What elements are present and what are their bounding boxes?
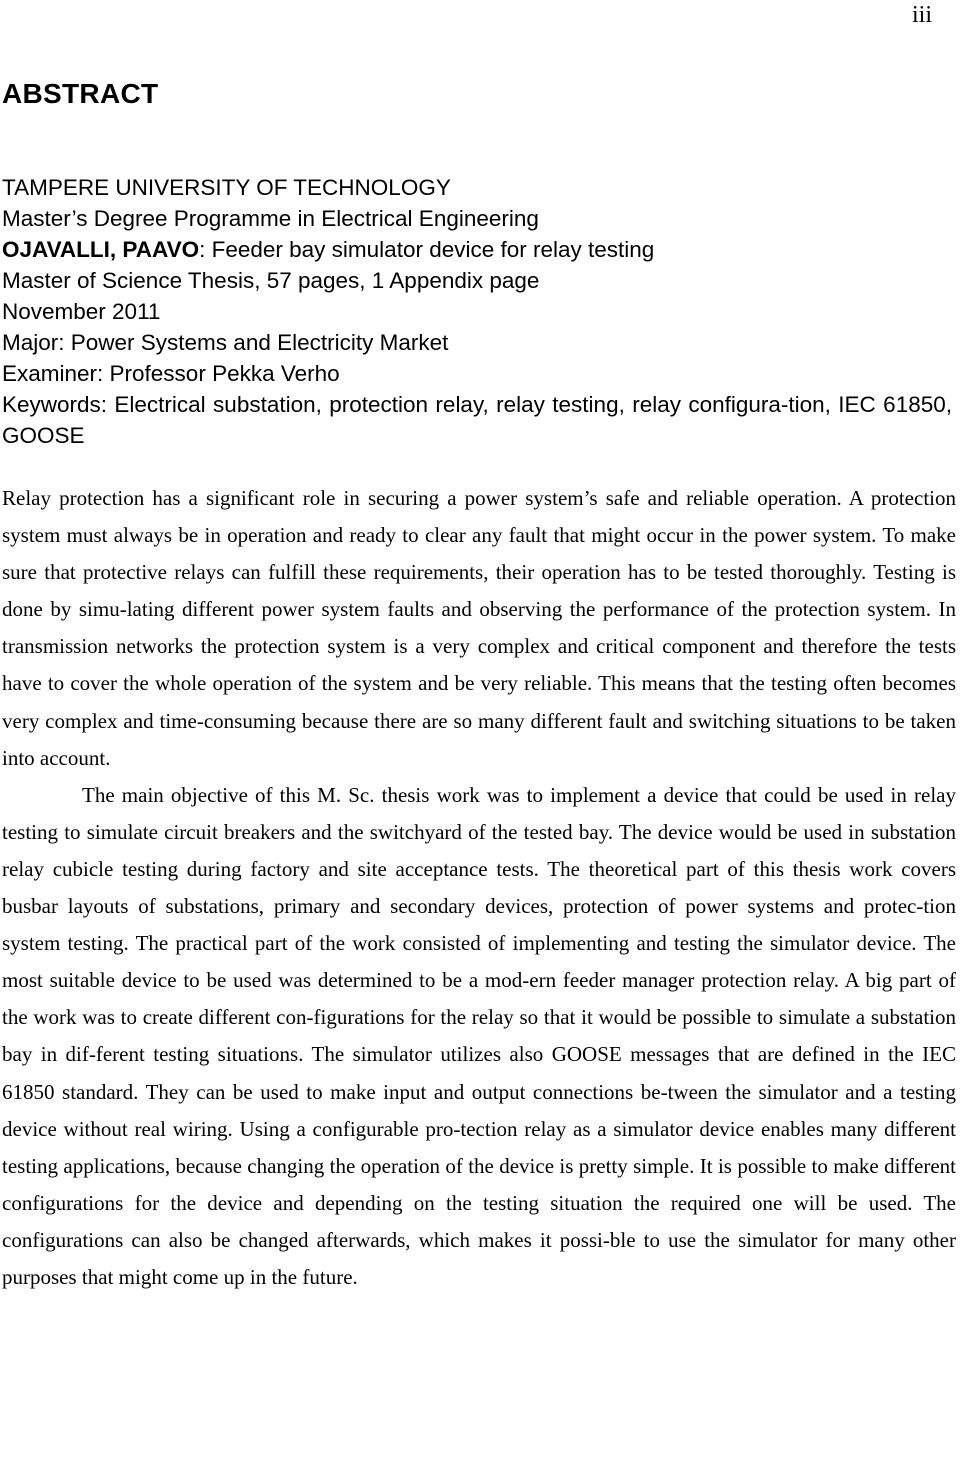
abstract-paragraph-2: The main objective of this M. Sc. thesis work was to implement a device that could be used in relay testing to simulate circuit breakers and the switchyard of the tested bay. The device would be used in substation relay cubicle testing during factory and site acceptance tests. The theoretical part of this thesis work covers busbar layouts of substations, primary and secondary devices, protection of power systems and protec-tion system testing. The practical part of the work consisted of implementing and testing the simulator device. The most suitable device to be used was determined to be a mod-ern feeder manager protection relay. A big part of the work was to create different con-figurations for the relay so that it would be possible to simulate a substation bay in dif-ferent testing situations. The simulator utilizes also GOOSE messages that are defined in the IEC 61850 standard. They can be used to make input and output connections be-tween the simulator and a testing device without real wiring. Using a configurable pro-tection relay as a simulator device enables many different testing applications, because changing the operation of the device is pretty simple. It is possible to make different configurations for the device and depending on the testing situation the required one will be used. The configurations can also be changed afterwards, which makes it possi-ble to use the simulator for many other purposes that might come up in the future.: [2, 782, 956, 1289]
thesis-examiner: Examiner: Professor Pekka Verho: [2, 361, 340, 386]
degree-programme: Master’s Degree Programme in Electrical Engineering: [2, 206, 539, 231]
author-name: OJAVALLI, PAAVO: [2, 237, 200, 262]
author-title-line: [2, 234, 952, 265]
thesis-major: Major: Power Systems and Electricity Market: [2, 330, 449, 355]
page-number: iii: [911, 2, 932, 28]
thesis-date: November 2011: [2, 299, 161, 324]
thesis-metadata: [2, 172, 952, 451]
thesis-keywords: Keywords: Electrical substation, protection relay, relay testing, relay configura-tion, IEC 61850, GOOSE: [2, 392, 952, 448]
thesis-info: Master of Science Thesis, 57 pages, 1 Appendix page: [2, 268, 540, 293]
thesis-title: : Feeder bay simulator device for relay testing: [199, 237, 655, 262]
university-name: TAMPERE UNIVERSITY OF TECHNOLOGY: [2, 175, 451, 200]
abstract-body: [2, 480, 956, 1296]
abstract-paragraph-1: Relay protection has a significant role in securing a power system’s safe and reliable operation. A protection system must always be in operation and ready to clear any fault that might occur in the power system. To make sure that protective relays can fulfill these requirements, their operation has to be tested thoroughly. Testing is done by simu-lating different power system faults and observing the performance of the protection system. In transmission networks the protection system is a very complex and critical component and therefore the tests have to cover the whole operation of the system and be very reliable. This means that the testing often becomes very complex and time-consuming because there are so many different fault and switching situations to be taken into account.: [2, 486, 956, 770]
abstract-heading: ABSTRACT: [2, 78, 159, 109]
